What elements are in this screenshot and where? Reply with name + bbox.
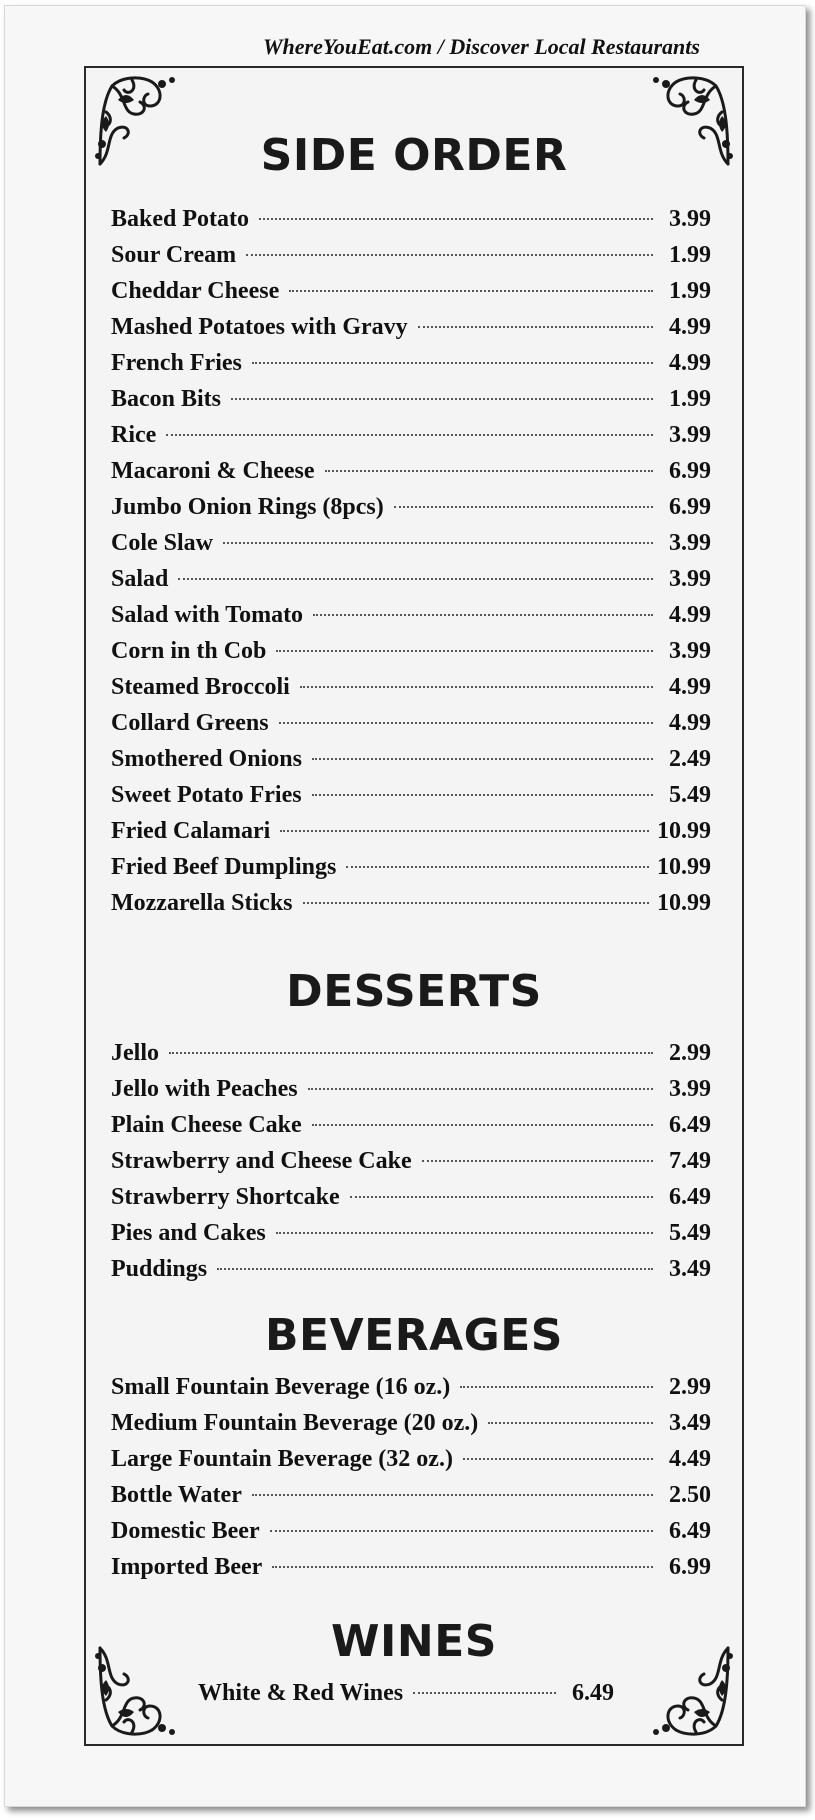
dot-leader [223,542,653,544]
dot-leader [259,218,653,220]
menu-item-row [111,602,711,638]
menu-item-price: 3.49 [669,1256,711,1282]
menu-item-price: 3.99 [669,638,711,664]
menu-item-price: 1.99 [669,386,711,412]
menu-item-price: 3.99 [669,422,711,448]
dot-leader [272,1566,653,1568]
menu-frame [84,66,744,1746]
menu-item-name: Puddings [111,1256,208,1282]
menu-item-price: 3.49 [669,1410,711,1436]
menu-item-price: 3.99 [669,566,711,592]
dot-leader [312,794,653,796]
menu-item-price: 10.99 [657,854,711,880]
menu-item-row [111,1148,711,1184]
dot-leader [289,290,653,292]
menu-item-name: Cole Slaw [111,530,213,556]
dot-leader [312,758,653,760]
menu-item-name: Rice [111,422,157,448]
menu-item-name: Pies and Cakes [111,1220,266,1246]
menu-item-name: Jumbo Onion Rings (8pcs) [111,494,384,520]
menu-item-name: Imported Beer [111,1554,263,1580]
dot-leader [422,1160,653,1162]
menu-item-price: 10.99 [657,818,711,844]
menu-item-name: Medium Fountain Beverage (20 oz.) [111,1410,479,1436]
dot-leader [350,1196,653,1198]
dot-leader [169,1052,653,1054]
desserts-list [111,1040,711,1292]
menu-item-price: 6.49 [669,1112,711,1138]
dot-leader [463,1458,653,1460]
menu-item-name: White & Red Wines [198,1680,404,1706]
menu-item-row [111,422,711,458]
menu-item-price: 6.99 [669,458,711,484]
menu-item-price: 6.49 [669,1184,711,1210]
dot-leader [413,1692,556,1694]
menu-item-name: Strawberry Shortcake [111,1184,340,1210]
menu-item-row [111,242,711,278]
menu-item-price: 2.49 [669,746,711,772]
dot-leader [178,578,653,580]
menu-item-price: 6.99 [669,494,711,520]
menu-item-row [111,314,711,350]
menu-item-name: Steamed Broccoli [111,674,290,700]
menu-item-name: Mozzarella Sticks [111,890,293,916]
dot-leader [488,1422,653,1424]
wines-title: WINES [331,1616,497,1667]
menu-item-row [111,1220,711,1256]
menu-item-price: 4.99 [669,710,711,736]
side-order-list [111,206,711,926]
menu-item-row [111,1184,711,1220]
desserts-title: DESSERTS [286,966,542,1017]
menu-item-name: Cheddar Cheese [111,278,280,304]
menu-item-row [111,710,711,746]
dot-leader [252,362,653,364]
menu-item-name: Baked Potato [111,206,249,232]
menu-item-price: 4.99 [669,350,711,376]
dot-leader [276,1232,653,1234]
menu-item-name: Salad with Tomato [111,602,304,628]
wines-list [198,1680,614,1716]
menu-item-row [111,1554,711,1590]
menu-item-price: 2.99 [669,1374,711,1400]
menu-item-name: Sour Cream [111,242,237,268]
menu-item-row [111,818,711,854]
menu-item-price: 4.99 [669,602,711,628]
menu-item-name: Small Fountain Beverage (16 oz.) [111,1374,451,1400]
dot-leader [279,722,653,724]
menu-item-row [111,1518,711,1554]
menu-item-name: Sweet Potato Fries [111,782,302,808]
dot-leader [276,650,653,652]
menu-page [4,5,806,1807]
menu-item-name: Salad [111,566,169,592]
menu-item-price: 6.99 [669,1554,711,1580]
dot-leader [460,1386,653,1388]
menu-item-price: 10.99 [657,890,711,916]
menu-item-name: Jello [111,1040,159,1066]
dot-leader [346,866,649,868]
menu-item-row [111,278,711,314]
dot-leader [217,1268,653,1270]
dot-leader [166,434,653,436]
menu-item-name: Bottle Water [111,1482,242,1508]
menu-item-name: Plain Cheese Cake [111,1112,302,1138]
dot-leader [312,1124,653,1126]
menu-item-row [111,1040,711,1076]
menu-item-name: Jello with Peaches [111,1076,298,1102]
menu-item-name: Large Fountain Beverage (32 oz.) [111,1446,453,1472]
beverages-title: BEVERAGES [265,1310,563,1361]
menu-item-name: Macaroni & Cheese [111,458,315,484]
menu-item-price: 5.49 [669,782,711,808]
menu-item-row [111,386,711,422]
menu-item-name: Bacon Bits [111,386,222,412]
dot-leader [246,254,653,256]
menu-item-price: 4.99 [669,314,711,340]
beverages-list [111,1374,711,1590]
menu-item-row [111,638,711,674]
menu-item-row [111,1256,711,1292]
menu-item-price: 1.99 [669,278,711,304]
menu-item-name: Collard Greens [111,710,269,736]
menu-item-row [111,1374,711,1410]
menu-item-row [111,458,711,494]
dot-leader [231,398,653,400]
menu-item-name: Mashed Potatoes with Gravy [111,314,408,340]
dot-leader [325,470,653,472]
menu-item-name: Smothered Onions [111,746,302,772]
menu-item-name: Strawberry and Cheese Cake [111,1148,412,1174]
dot-leader [394,506,653,508]
menu-item-row [111,566,711,602]
menu-item-row [111,530,711,566]
dot-leader [313,614,653,616]
menu-item-row [111,1076,711,1112]
menu-item-row [111,350,711,386]
dot-leader [303,902,649,904]
menu-item-name: French Fries [111,350,242,376]
dot-leader [270,1530,653,1532]
dot-leader [418,326,653,328]
menu-item-row [111,854,711,890]
menu-item-row [111,1410,711,1446]
menu-item-price: 6.49 [669,1518,711,1544]
menu-item-row [198,1680,614,1716]
dot-leader [252,1494,653,1496]
menu-item-name: Corn in th Cob [111,638,267,664]
menu-item-row [111,1482,711,1518]
menu-item-name: Domestic Beer [111,1518,260,1544]
menu-item-price: 2.99 [669,1040,711,1066]
menu-item-price: 3.99 [669,206,711,232]
dot-leader [300,686,653,688]
menu-item-price: 3.99 [669,1076,711,1102]
site-header: WhereYouEat.com / Discover Local Restaurants [263,34,700,59]
menu-item-price: 5.49 [669,1220,711,1246]
menu-item-name: Fried Calamari [111,818,271,844]
dot-leader [308,1088,653,1090]
menu-item-row [111,494,711,530]
menu-item-price: 6.49 [572,1680,614,1706]
menu-item-price: 7.49 [669,1148,711,1174]
menu-item-row [111,1112,711,1148]
menu-item-row [111,206,711,242]
menu-item-name: Fried Beef Dumplings [111,854,337,880]
dot-leader [280,830,649,832]
side-order-title: SIDE ORDER [260,130,568,181]
menu-item-price: 3.99 [669,530,711,556]
menu-item-price: 4.49 [669,1446,711,1472]
menu-item-price: 2.50 [669,1482,711,1508]
menu-item-row [111,746,711,782]
menu-item-row [111,674,711,710]
menu-item-row [111,1446,711,1482]
menu-item-price: 1.99 [669,242,711,268]
menu-item-row [111,782,711,818]
menu-item-row [111,890,711,926]
menu-item-price: 4.99 [669,674,711,700]
